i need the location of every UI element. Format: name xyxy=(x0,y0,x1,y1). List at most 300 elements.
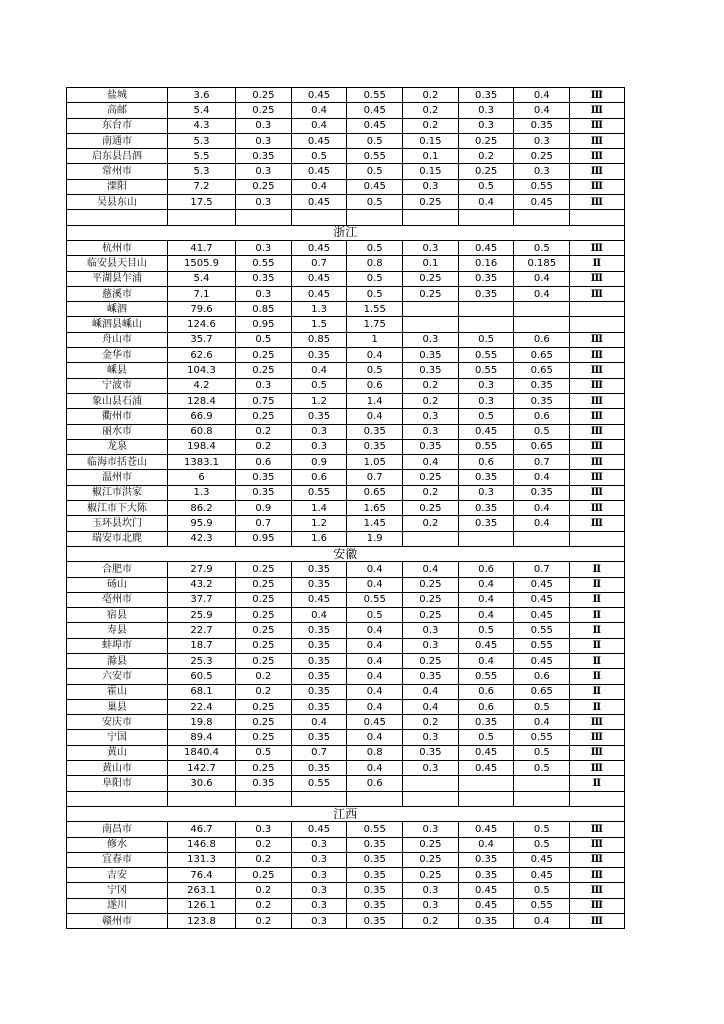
value-cell: 0.5 xyxy=(236,332,292,347)
value-cell: 0.35 xyxy=(291,699,347,714)
value-cell: 0.4 xyxy=(514,470,570,485)
value-cell xyxy=(458,210,514,225)
value-cell: 0.45 xyxy=(347,103,403,118)
category-cell xyxy=(570,317,625,332)
value-cell: 46.7 xyxy=(168,822,236,837)
value-cell: 0.35 xyxy=(458,868,514,883)
category-cell: Ⅱ xyxy=(570,776,625,791)
value-cell: 0.65 xyxy=(514,363,570,378)
value-cell: 5.4 xyxy=(168,103,236,118)
table-row xyxy=(67,240,625,255)
category-cell: Ⅲ xyxy=(570,914,625,929)
value-cell: 0.45 xyxy=(514,852,570,867)
location-cell: 衢州市 xyxy=(67,409,168,424)
value-cell: 0.3 xyxy=(403,761,459,776)
category-cell: Ⅲ xyxy=(570,103,625,118)
value-cell: 0.4 xyxy=(514,914,570,929)
category-cell: Ⅱ xyxy=(570,577,625,592)
value-cell: 0.5 xyxy=(514,883,570,898)
value-cell: 0.35 xyxy=(458,516,514,531)
value-cell: 0.2 xyxy=(236,898,292,913)
value-cell: 0.3 xyxy=(514,133,570,148)
value-cell: 0.35 xyxy=(236,470,292,485)
table-row xyxy=(67,195,625,210)
value-cell: 0.3 xyxy=(291,439,347,454)
value-cell: 0.7 xyxy=(514,455,570,470)
value-cell: 0.45 xyxy=(514,195,570,210)
value-cell: 0.2 xyxy=(403,914,459,929)
value-cell: 0.45 xyxy=(291,592,347,607)
value-cell: 0.16 xyxy=(458,256,514,271)
category-cell: Ⅱ xyxy=(570,699,625,714)
value-cell: 0.1 xyxy=(403,149,459,164)
value-cell: 0.3 xyxy=(403,883,459,898)
value-cell: 0.45 xyxy=(458,638,514,653)
value-cell: 0.25 xyxy=(403,868,459,883)
value-cell: 0.25 xyxy=(236,608,292,623)
value-cell: 0.35 xyxy=(291,684,347,699)
value-cell: 0.5 xyxy=(514,699,570,714)
value-cell: 35.7 xyxy=(168,332,236,347)
value-cell: 0.35 xyxy=(347,424,403,439)
value-cell: 1.55 xyxy=(347,302,403,317)
value-cell: 18.7 xyxy=(168,638,236,653)
value-cell: 0.2 xyxy=(236,439,292,454)
value-cell: 89.4 xyxy=(168,730,236,745)
category-cell: Ⅲ xyxy=(570,271,625,286)
category-cell: Ⅲ xyxy=(570,179,625,194)
value-cell: 0.4 xyxy=(347,730,403,745)
value-cell: 0.35 xyxy=(291,348,347,363)
category-cell: Ⅲ xyxy=(570,455,625,470)
value-cell xyxy=(514,210,570,225)
location-cell: 黄山市 xyxy=(67,761,168,776)
category-cell: Ⅲ xyxy=(570,240,625,255)
table-row xyxy=(67,332,625,347)
value-cell: 0.75 xyxy=(236,393,292,408)
value-cell: 0.3 xyxy=(236,822,292,837)
value-cell: 0.4 xyxy=(514,88,570,103)
category-cell: Ⅲ xyxy=(570,286,625,301)
value-cell: 0.35 xyxy=(347,868,403,883)
value-cell: 0.55 xyxy=(514,898,570,913)
value-cell: 0.45 xyxy=(458,822,514,837)
value-cell xyxy=(458,776,514,791)
category-cell: Ⅱ xyxy=(570,638,625,653)
value-cell: 0.25 xyxy=(403,195,459,210)
value-cell: 0.6 xyxy=(347,776,403,791)
value-cell: 0.45 xyxy=(458,424,514,439)
value-cell: 0.7 xyxy=(347,470,403,485)
value-cell xyxy=(403,317,459,332)
value-cell: 7.1 xyxy=(168,286,236,301)
location-cell: 象山县石浦 xyxy=(67,393,168,408)
category-cell: Ⅲ xyxy=(570,837,625,852)
location-cell: 滁县 xyxy=(67,653,168,668)
table-row xyxy=(67,455,625,470)
location-cell: 蚌埠市 xyxy=(67,638,168,653)
value-cell: 0.3 xyxy=(403,898,459,913)
value-cell: 0.35 xyxy=(458,914,514,929)
table-row xyxy=(67,638,625,653)
value-cell xyxy=(514,302,570,317)
location-cell: 宁波市 xyxy=(67,378,168,393)
category-cell: Ⅲ xyxy=(570,409,625,424)
value-cell: 0.55 xyxy=(347,88,403,103)
table-row xyxy=(67,577,625,592)
value-cell: 0.55 xyxy=(514,179,570,194)
value-cell: 1.2 xyxy=(291,393,347,408)
category-cell: Ⅲ xyxy=(570,883,625,898)
value-cell: 142.7 xyxy=(168,761,236,776)
location-cell: 遂川 xyxy=(67,898,168,913)
value-cell: 0.35 xyxy=(347,439,403,454)
value-cell: 131.3 xyxy=(168,852,236,867)
table-row xyxy=(67,730,625,745)
value-cell: 0.6 xyxy=(458,455,514,470)
value-cell: 62.6 xyxy=(168,348,236,363)
value-cell: 1.65 xyxy=(347,501,403,516)
value-cell: 126.1 xyxy=(168,898,236,913)
location-cell: 启东县吕泗 xyxy=(67,149,168,164)
value-cell: 0.25 xyxy=(458,133,514,148)
value-cell: 0.45 xyxy=(291,240,347,255)
value-cell: 5.4 xyxy=(168,271,236,286)
table-row xyxy=(67,837,625,852)
value-cell: 0.35 xyxy=(458,501,514,516)
value-cell: 0.35 xyxy=(291,761,347,776)
value-cell: 0.5 xyxy=(514,745,570,760)
value-cell: 0.35 xyxy=(458,715,514,730)
table-row xyxy=(67,409,625,424)
value-cell: 0.5 xyxy=(347,240,403,255)
value-cell: 0.4 xyxy=(291,363,347,378)
category-cell: Ⅲ xyxy=(570,164,625,179)
value-cell: 0.85 xyxy=(291,332,347,347)
value-cell: 0.35 xyxy=(458,286,514,301)
value-cell: 0.25 xyxy=(236,409,292,424)
table-row xyxy=(67,424,625,439)
value-cell: 0.35 xyxy=(236,776,292,791)
location-cell: 椒江市洪家 xyxy=(67,485,168,500)
section-title: 浙江 xyxy=(67,225,625,240)
value-cell xyxy=(291,210,347,225)
value-cell: 0.3 xyxy=(458,485,514,500)
value-cell: 0.25 xyxy=(236,699,292,714)
value-cell: 0.35 xyxy=(291,653,347,668)
value-cell: 95.9 xyxy=(168,516,236,531)
value-cell: 0.3 xyxy=(236,195,292,210)
value-cell: 0.5 xyxy=(347,608,403,623)
value-cell: 0.3 xyxy=(291,868,347,883)
value-cell xyxy=(458,531,514,546)
value-cell: 66.9 xyxy=(168,409,236,424)
value-cell: 60.8 xyxy=(168,424,236,439)
location-cell: 常州市 xyxy=(67,164,168,179)
table-row xyxy=(67,363,625,378)
category-cell: Ⅲ xyxy=(570,470,625,485)
value-cell: 0.4 xyxy=(347,348,403,363)
category-cell xyxy=(570,210,625,225)
value-cell: 0.9 xyxy=(236,501,292,516)
value-cell: 0.5 xyxy=(347,363,403,378)
value-cell: 0.5 xyxy=(458,730,514,745)
value-cell: 1.75 xyxy=(347,317,403,332)
table-row xyxy=(67,776,625,791)
location-cell: 杭州市 xyxy=(67,240,168,255)
value-cell xyxy=(168,210,236,225)
value-cell: 0.4 xyxy=(291,103,347,118)
value-cell: 25.9 xyxy=(168,608,236,623)
value-cell: 0.25 xyxy=(403,286,459,301)
location-cell: 龙泉 xyxy=(67,439,168,454)
value-cell: 0.4 xyxy=(347,653,403,668)
value-cell: 0.5 xyxy=(347,164,403,179)
value-cell: 0.95 xyxy=(236,317,292,332)
value-cell: 0.25 xyxy=(236,715,292,730)
table-row xyxy=(67,669,625,684)
value-cell: 0.4 xyxy=(291,608,347,623)
value-cell xyxy=(236,210,292,225)
value-cell: 0.35 xyxy=(347,883,403,898)
value-cell: 0.55 xyxy=(458,363,514,378)
value-cell xyxy=(168,791,236,806)
value-cell: 7.2 xyxy=(168,179,236,194)
value-cell: 0.45 xyxy=(291,133,347,148)
section-header-row xyxy=(67,806,625,821)
value-cell: 0.2 xyxy=(236,883,292,898)
table-row xyxy=(67,485,625,500)
value-cell: 0.25 xyxy=(236,562,292,577)
location-cell: 椒江市下大陈 xyxy=(67,501,168,516)
value-cell: 22.7 xyxy=(168,623,236,638)
value-cell: 0.7 xyxy=(514,562,570,577)
value-cell: 1.9 xyxy=(347,531,403,546)
value-cell: 1 xyxy=(347,332,403,347)
value-cell: 0.2 xyxy=(403,715,459,730)
value-cell: 0.5 xyxy=(514,424,570,439)
value-cell: 0.45 xyxy=(458,898,514,913)
category-cell: Ⅲ xyxy=(570,501,625,516)
value-cell xyxy=(403,531,459,546)
location-cell: 嵊泗县嵊山 xyxy=(67,317,168,332)
value-cell: 0.4 xyxy=(347,699,403,714)
value-cell: 0.35 xyxy=(458,88,514,103)
value-cell: 1840.4 xyxy=(168,745,236,760)
value-cell: 0.3 xyxy=(403,240,459,255)
table-row xyxy=(67,133,625,148)
value-cell: 0.25 xyxy=(236,348,292,363)
value-cell: 0.35 xyxy=(458,852,514,867)
value-cell: 0.2 xyxy=(403,485,459,500)
value-cell: 0.55 xyxy=(291,485,347,500)
table-row xyxy=(67,623,625,638)
value-cell: 0.45 xyxy=(458,883,514,898)
table-row xyxy=(67,699,625,714)
category-cell xyxy=(570,302,625,317)
value-cell: 0.4 xyxy=(514,501,570,516)
value-cell: 0.25 xyxy=(403,577,459,592)
value-cell: 0.25 xyxy=(236,592,292,607)
value-cell: 0.85 xyxy=(236,302,292,317)
value-cell: 0.2 xyxy=(403,103,459,118)
value-cell: 0.25 xyxy=(403,852,459,867)
value-cell: 0.2 xyxy=(403,88,459,103)
value-cell xyxy=(403,210,459,225)
location-cell: 修水 xyxy=(67,837,168,852)
value-cell: 0.2 xyxy=(403,378,459,393)
value-cell: 0.35 xyxy=(236,271,292,286)
value-cell: 0.5 xyxy=(514,240,570,255)
value-cell: 0.35 xyxy=(514,485,570,500)
section-title: 安徽 xyxy=(67,546,625,561)
value-cell: 0.4 xyxy=(514,715,570,730)
value-cell: 0.35 xyxy=(514,393,570,408)
value-cell: 123.8 xyxy=(168,914,236,929)
location-cell: 宁国 xyxy=(67,730,168,745)
location-cell: 高邮 xyxy=(67,103,168,118)
value-cell: 0.4 xyxy=(347,669,403,684)
value-cell: 0.35 xyxy=(236,149,292,164)
table-row xyxy=(67,470,625,485)
value-cell: 0.9 xyxy=(291,455,347,470)
value-cell: 0.3 xyxy=(291,914,347,929)
value-cell: 0.35 xyxy=(458,470,514,485)
value-cell: 0.55 xyxy=(458,439,514,454)
value-cell: 0.35 xyxy=(291,638,347,653)
table-row xyxy=(67,883,625,898)
category-cell: Ⅲ xyxy=(570,516,625,531)
location-cell: 宁冈 xyxy=(67,883,168,898)
value-cell: 0.25 xyxy=(236,653,292,668)
value-cell: 0.55 xyxy=(347,822,403,837)
location-cell: 安庆市 xyxy=(67,715,168,730)
value-cell: 0.25 xyxy=(236,577,292,592)
value-cell: 0.3 xyxy=(291,852,347,867)
table-row xyxy=(67,684,625,699)
category-cell: Ⅲ xyxy=(570,745,625,760)
value-cell: 0.25 xyxy=(403,608,459,623)
value-cell: 0.5 xyxy=(514,822,570,837)
value-cell: 76.4 xyxy=(168,868,236,883)
value-cell: 1.45 xyxy=(347,516,403,531)
section-header-row xyxy=(67,225,625,240)
value-cell: 0.5 xyxy=(514,837,570,852)
value-cell: 0.4 xyxy=(458,653,514,668)
value-cell: 0.25 xyxy=(236,363,292,378)
value-cell: 0.3 xyxy=(403,179,459,194)
value-cell: 146.8 xyxy=(168,837,236,852)
value-cell: 0.3 xyxy=(458,103,514,118)
category-cell: Ⅱ xyxy=(570,653,625,668)
value-cell: 0.25 xyxy=(236,761,292,776)
value-cell: 0.5 xyxy=(458,623,514,638)
value-cell: 0.3 xyxy=(403,623,459,638)
value-cell xyxy=(347,210,403,225)
value-cell: 0.25 xyxy=(514,149,570,164)
table-row xyxy=(67,745,625,760)
category-cell: Ⅲ xyxy=(570,485,625,500)
category-cell: Ⅲ xyxy=(570,715,625,730)
value-cell: 0.5 xyxy=(458,409,514,424)
value-cell: 0.3 xyxy=(236,286,292,301)
location-cell: 亳州市 xyxy=(67,592,168,607)
value-cell: 0.3 xyxy=(291,837,347,852)
value-cell: 0.4 xyxy=(514,271,570,286)
category-cell: Ⅲ xyxy=(570,348,625,363)
value-cell: 0.25 xyxy=(458,164,514,179)
value-cell: 0.25 xyxy=(236,179,292,194)
value-cell: 0.25 xyxy=(236,868,292,883)
value-cell xyxy=(403,791,459,806)
location-cell: 嵊泗 xyxy=(67,302,168,317)
value-cell: 0.4 xyxy=(347,577,403,592)
category-cell: Ⅲ xyxy=(570,439,625,454)
value-cell: 0.4 xyxy=(347,761,403,776)
table-row xyxy=(67,852,625,867)
value-cell: 0.4 xyxy=(458,577,514,592)
table-row xyxy=(67,868,625,883)
table-row xyxy=(67,516,625,531)
value-cell: 0.3 xyxy=(403,638,459,653)
value-cell: 0.15 xyxy=(403,164,459,179)
empty-row xyxy=(67,210,625,225)
category-cell: Ⅱ xyxy=(570,562,625,577)
value-cell: 0.3 xyxy=(291,898,347,913)
value-cell: 0.4 xyxy=(458,608,514,623)
table-row xyxy=(67,439,625,454)
location-cell: 盐城 xyxy=(67,88,168,103)
value-cell: 0.4 xyxy=(291,715,347,730)
value-cell: 0.4 xyxy=(514,103,570,118)
location-cell: 舟山市 xyxy=(67,332,168,347)
value-cell xyxy=(403,776,459,791)
table-row xyxy=(67,501,625,516)
category-cell: Ⅲ xyxy=(570,332,625,347)
value-cell: 0.35 xyxy=(291,562,347,577)
table-row xyxy=(67,118,625,133)
value-cell: 1.3 xyxy=(291,302,347,317)
value-cell: 0.35 xyxy=(514,118,570,133)
value-cell: 263.1 xyxy=(168,883,236,898)
value-cell: 0.4 xyxy=(291,179,347,194)
value-cell: 0.4 xyxy=(458,837,514,852)
table-row xyxy=(67,378,625,393)
value-cell: 0.55 xyxy=(514,638,570,653)
category-cell: Ⅲ xyxy=(570,822,625,837)
category-cell: Ⅲ xyxy=(570,133,625,148)
value-cell xyxy=(514,776,570,791)
value-cell: 0.65 xyxy=(514,348,570,363)
value-cell: 0.4 xyxy=(291,118,347,133)
location-cell: 丽水市 xyxy=(67,424,168,439)
value-cell: 0.65 xyxy=(514,439,570,454)
table-row xyxy=(67,761,625,776)
value-cell: 0.25 xyxy=(236,730,292,745)
value-cell xyxy=(347,791,403,806)
value-cell: 42.3 xyxy=(168,531,236,546)
location-cell: 玉环县坎门 xyxy=(67,516,168,531)
value-cell: 0.55 xyxy=(291,776,347,791)
category-cell: Ⅱ xyxy=(570,608,625,623)
value-cell: 0.4 xyxy=(403,684,459,699)
value-cell: 0.4 xyxy=(403,562,459,577)
value-cell: 0.4 xyxy=(347,409,403,424)
value-cell: 0.25 xyxy=(236,103,292,118)
value-cell: 4.2 xyxy=(168,378,236,393)
location-cell: 阜阳市 xyxy=(67,776,168,791)
value-cell: 0.55 xyxy=(514,730,570,745)
